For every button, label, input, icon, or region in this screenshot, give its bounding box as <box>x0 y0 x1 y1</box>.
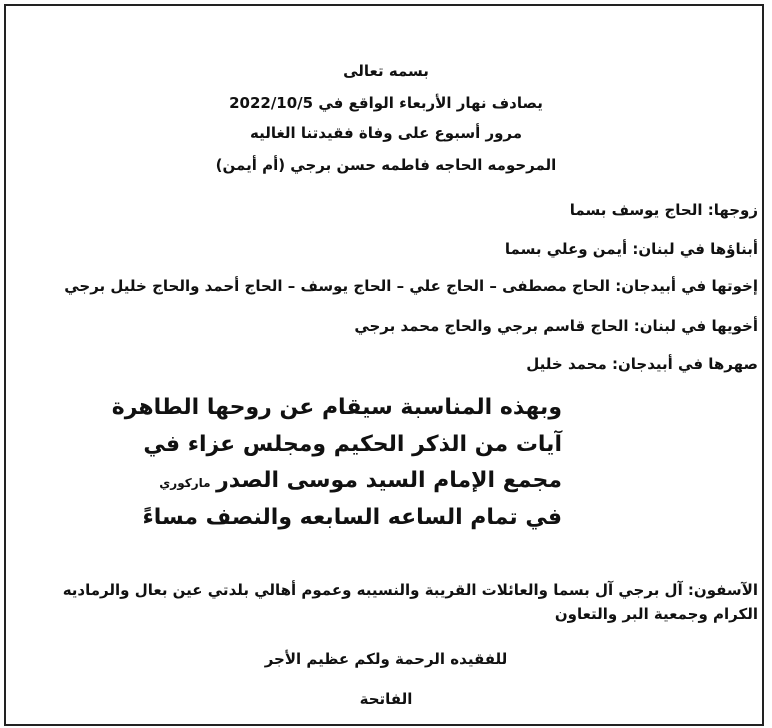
husband-line: زوجها: الحاج يوسف بسما <box>569 201 758 219</box>
brothers-lebanon-line: أخويها في لبنان: الحاج قاسم برجي والحاج محمد برجي <box>354 317 758 335</box>
ceremony-line-1: وبهذه المناسبة سيقام عن روحها الطاهرة <box>111 395 562 420</box>
venue-location: ماركوري <box>159 476 211 490</box>
basmala-line: بسمه تعالى <box>343 62 429 80</box>
fatiha-line: الفاتحة <box>359 690 413 708</box>
deceased-name-line: المرحومه الحاجه فاطمه حسن برجي (أم أيمن) <box>215 156 557 174</box>
venue-line <box>159 468 562 493</box>
condolence-line: للفقيده الرحمة ولكم عظيم الأجر <box>264 650 508 668</box>
ceremony-time-line: في تمام الساعه السابعه والنصف مساءً <box>142 505 562 530</box>
date-line: يصادف نهار الأربعاء الواقع في 2022/10/5 <box>229 94 543 112</box>
son-in-law-line: صهرها في أبيدجان: محمد خليل <box>526 355 758 373</box>
venue-name: مجمع الإمام السيد موسى الصدر <box>216 468 562 493</box>
brothers-abidjan-line: إخوتها في أبيدجان: الحاج مصطفى – الحاج علي – الحاج يوسف – الحاج أحمد والحاج خليل برجي <box>64 277 758 295</box>
mourners-text: الآسفون: آل برجي آل بسما والعائلات القريبة والنسيبه وعموم أهالي بلدتي عين بعال والرماديه الكرام وجمعية البر والتعاون <box>62 581 758 623</box>
sons-line: أبناؤها في لبنان: أيمن وعلي بسما <box>504 240 758 258</box>
anniversary-line: مرور أسبوع على وفاة فقيدتنا الغاليه <box>249 124 523 142</box>
ceremony-line-2: آيات من الذكر الحكيم ومجلس عزاء في <box>143 432 562 457</box>
